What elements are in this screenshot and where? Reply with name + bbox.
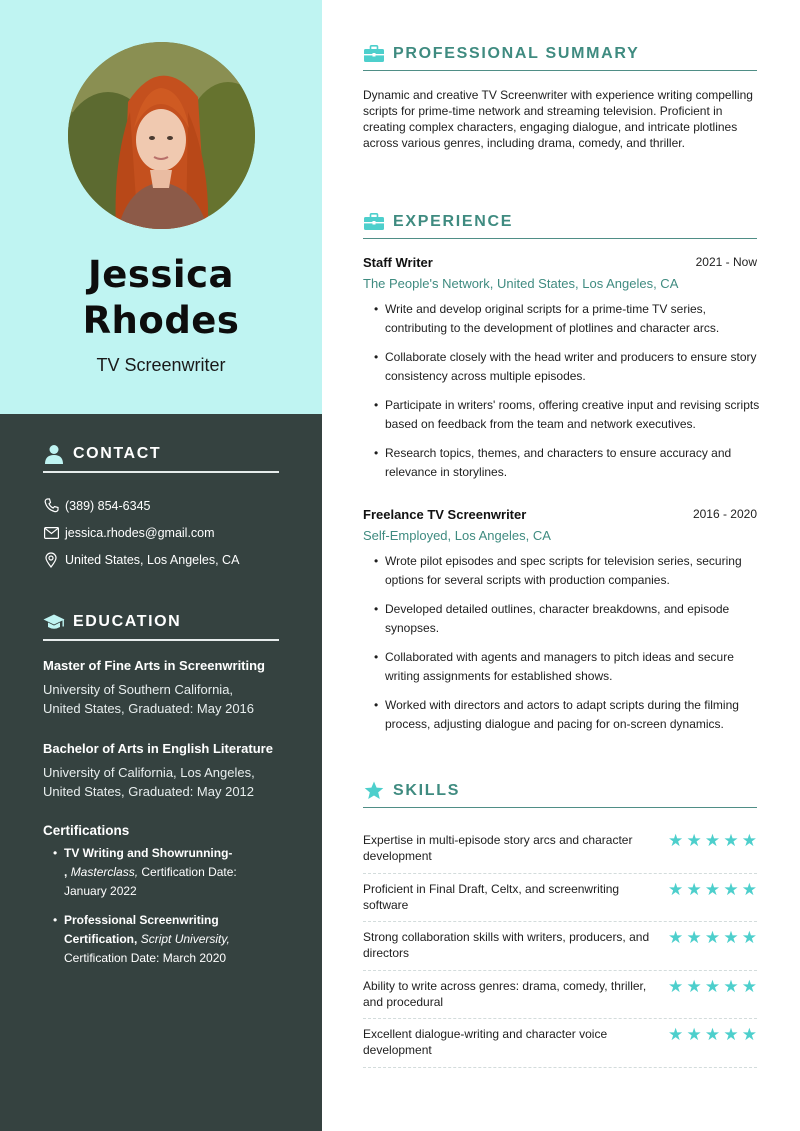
briefcase-icon [363, 43, 385, 65]
star-icon: ★ [686, 831, 702, 851]
job-bullet: • Participate in writers' rooms, offering creative input and revising scripts based on feedback from the team and network executives. [385, 396, 763, 434]
certification-issuer: Script University, [140, 932, 230, 946]
user-icon [43, 443, 65, 465]
skills-heading: SKILLS [393, 781, 461, 799]
job-bullets [363, 300, 763, 482]
skills-header [363, 774, 757, 808]
job-bullets [363, 552, 763, 734]
summary-heading: PROFESSIONAL SUMMARY [393, 44, 640, 62]
skill-rating [665, 978, 757, 996]
experience-section [363, 205, 757, 239]
job-title: Staff Writer [363, 255, 433, 270]
star-icon: ★ [668, 1025, 684, 1045]
job-entry [363, 255, 763, 492]
star-icon: ★ [686, 879, 702, 900]
graduation-cap-icon [43, 611, 65, 633]
skill-text: Strong collaboration skills with writers, producers, and directors [363, 930, 650, 960]
location-pin-icon [43, 552, 59, 568]
certification-separator: , [64, 865, 68, 879]
contact-phone [43, 492, 279, 519]
certifications-heading: Certifications [43, 823, 130, 838]
degree-school: University of California, Los Angeles, [43, 765, 255, 780]
profile-photo [68, 42, 255, 229]
job-bullet: • Write and develop original scripts for a prime-time TV series, contributing to the development of plotlines and character arcs. [385, 300, 763, 338]
summary-section [363, 37, 757, 151]
skill-row [363, 922, 757, 971]
experience-header [363, 205, 757, 239]
degree-details: United States, Graduated: May 2016 [43, 701, 255, 716]
skill-text: Expertise in multi-episode story arcs and character development [363, 833, 633, 863]
summary-header [363, 37, 757, 71]
mail-icon [43, 525, 59, 541]
email-address[interactable]: jessica.rhodes@gmail.com [65, 525, 215, 540]
job-bullet: • Collaborated with agents and managers to pitch ideas and secure writing assignments for established shows. [385, 648, 763, 686]
job-organization: The People's Network, United States, Los Angeles, CA [363, 276, 679, 291]
education-header [43, 611, 279, 641]
job-role: TV Screenwriter [96, 355, 226, 375]
location-text: United States, Los Angeles, CA [65, 552, 240, 567]
degree-item [43, 739, 279, 801]
star-icon: ★ [723, 879, 739, 900]
last-name: Rhodes [82, 299, 240, 342]
summary-text: Dynamic and creative TV Screenwriter with experience writing compelling scripts for prime-time network and streaming television. Proficient in creating complex characters, engaging dialogue, and intricate plotlines across various genres, including drama, comedy, and thriller. [363, 88, 753, 150]
candidate-name [0, 252, 322, 344]
certification-issuer: Masterclass, [70, 865, 139, 879]
degree-details: United States, Graduated: May 2012 [43, 784, 255, 799]
skill-text: Ability to write across genres: drama, comedy, thriller, and procedural [363, 978, 647, 1009]
certifications [43, 823, 279, 968]
star-icon: ★ [686, 976, 702, 997]
skills-section [363, 774, 757, 1068]
contact-heading: CONTACT [73, 445, 162, 462]
skills-list [363, 825, 757, 1068]
star-icon: ★ [723, 976, 739, 997]
certification-name: Professional Screenwriting Certification, [64, 913, 219, 946]
skill-rating [665, 832, 757, 850]
skill-text: Excellent dialogue-writing and character voice development [363, 1027, 608, 1057]
job-bullet: • Developed detailed outlines, character breakdowns, and episode synopses. [385, 600, 763, 638]
phone-number[interactable]: (389) 854-6345 [65, 498, 151, 513]
certification-date: Certification Date: March 2020 [64, 951, 227, 965]
certification-item [64, 911, 279, 968]
job-dates: 2016 - 2020 [692, 507, 757, 521]
skill-row [363, 971, 757, 1020]
star-icon: ★ [741, 831, 757, 851]
star-icon: ★ [704, 879, 721, 900]
star-icon: ★ [704, 928, 721, 948]
star-icon: ★ [668, 879, 684, 900]
contact-section [43, 443, 279, 573]
star-icon: ★ [704, 831, 721, 851]
contact-location [43, 546, 279, 573]
degree-title: Bachelor of Arts in English Literature [43, 741, 273, 756]
star-icon: ★ [686, 928, 702, 948]
degree-title: Master of Fine Arts in Screenwriting [43, 658, 266, 673]
star-icon: ★ [741, 879, 757, 900]
job-title: Freelance TV Screenwriter [363, 507, 527, 522]
degree-item [43, 656, 279, 718]
skill-rating [665, 1026, 757, 1044]
job-organization: Self-Employed, Los Angeles, CA [363, 528, 551, 543]
skill-row [363, 1019, 757, 1068]
star-icon: ★ [741, 928, 757, 948]
job-bullet: • Collaborate closely with the head writer and producers to ensure story consistency across multiple episodes. [385, 348, 763, 386]
job-bullet: • Worked with directors and actors to adapt scripts during the filming process, adjusting dialogue and pacing for on-screen dynamics. [385, 696, 763, 734]
education-section [43, 611, 279, 978]
contact-header [43, 443, 279, 473]
star-icon: ★ [723, 831, 739, 851]
job-dates: 2021 - Now [695, 255, 757, 269]
job-bullet: • Research topics, themes, and characters to ensure accuracy and relevance in storylines. [385, 444, 763, 482]
certifications-list [43, 844, 279, 968]
skill-rating [665, 929, 757, 947]
star-icon: ★ [686, 1025, 702, 1045]
contact-email [43, 519, 279, 546]
experience-heading: EXPERIENCE [393, 212, 514, 230]
star-icon: ★ [704, 976, 721, 997]
degree-school: University of Southern California, [43, 682, 234, 697]
certification-item [64, 844, 279, 901]
phone-icon [43, 498, 59, 514]
job-entry [363, 507, 763, 744]
skill-rating [665, 881, 757, 899]
first-name: Jessica [88, 253, 234, 296]
skill-row [363, 825, 757, 874]
star-icon: ★ [741, 976, 757, 997]
star-icon: ★ [668, 928, 684, 948]
job-bullet: • Wrote pilot episodes and spec scripts for television series, securing options for several scripts with production companies. [385, 552, 763, 590]
skill-text: Proficient in Final Draft, Celtx, and screenwriting software [363, 881, 620, 912]
certification-name: TV Writing and Showrunning- [64, 846, 233, 860]
skill-row [363, 874, 757, 923]
education-heading: EDUCATION [73, 613, 182, 630]
star-icon: ★ [704, 1025, 721, 1045]
star-icon: ★ [741, 1025, 757, 1045]
certification-date: Certification Date: January 2022 [64, 865, 237, 898]
star-icon: ★ [723, 928, 739, 948]
briefcase-icon [363, 211, 385, 233]
star-icon [363, 780, 385, 802]
star-icon: ★ [668, 976, 684, 997]
star-icon: ★ [668, 831, 684, 851]
star-icon: ★ [723, 1025, 739, 1045]
